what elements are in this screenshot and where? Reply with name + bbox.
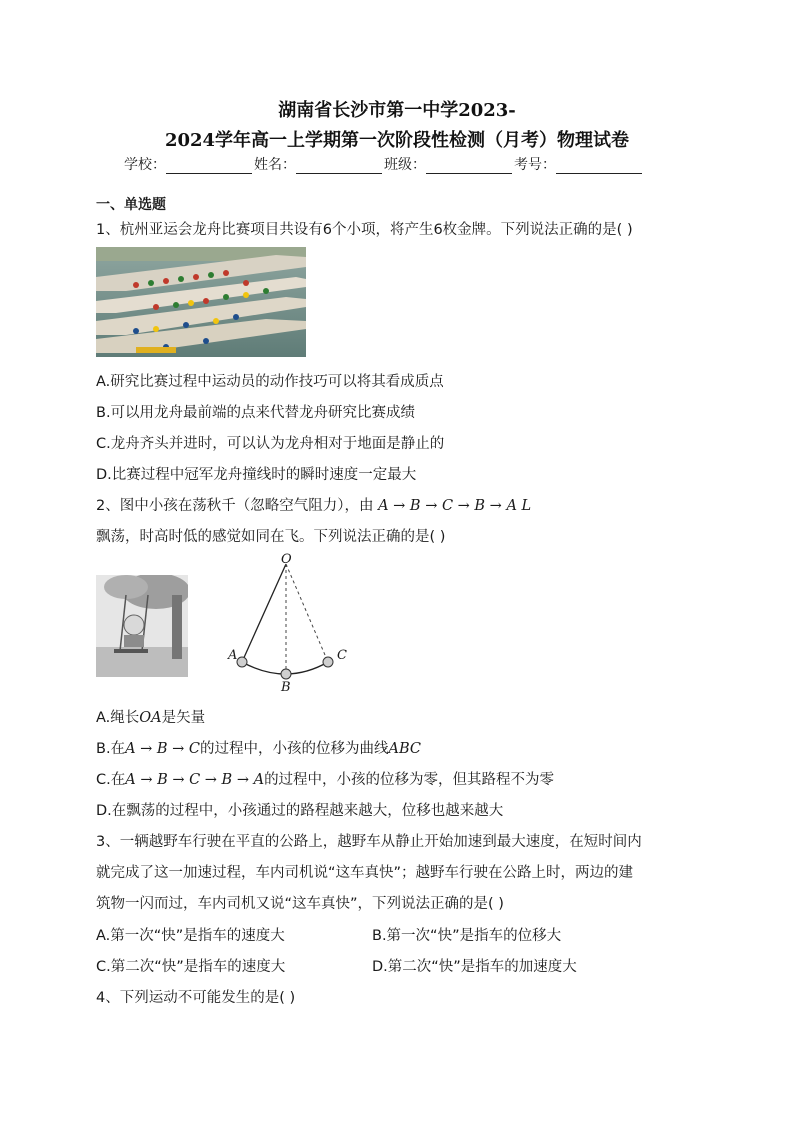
q2-stem-line2: 飘荡，时高时低的感觉如同在飞。下列说法正确的是( ) [96,529,446,545]
label-a: A [228,648,238,663]
q2-a-tail: 是矢量 [161,710,206,726]
child-swing-picture [96,575,188,677]
q2-b-var: ABC [388,741,422,757]
q1-option-b: B.可以用龙舟最前端的点来代替龙舟研究比赛成绩 [96,405,416,421]
q4-stem: 4、下列运动不可能发生的是( ) [96,990,296,1006]
q2-b-mid: 的过程中，小孩的位移为曲线 [200,741,389,757]
q2-c-tail: 的过程中，小孩的位移为零，但其路程不为零 [264,772,555,788]
q1-option-a: A.研究比赛过程中运动员的动作技巧可以将其看成质点 [96,374,444,390]
label-c: C [337,648,347,663]
label-o: O [281,552,292,567]
q2-b-expr: A → B → C [125,741,201,757]
exam-title-line1: 湖南省长沙市第一中学2023- [278,100,516,121]
school-blank[interactable] [166,159,252,174]
q2-path-expr: A → B → C → B → A L [378,498,532,514]
q2-c-text: C.在 [96,772,126,788]
class-label: 班级： [384,157,426,173]
exam-number-label: 考号： [514,157,556,173]
q2-b-text: B.在 [96,741,126,757]
dragon-boat-photo [96,247,306,357]
q2-option-d: D.在飘荡的过程中，小孩通过的路程越来越大，位移也越来越大 [96,803,504,819]
q3-stem-line1: 3、一辆越野车行驶在平直的公路上，越野车从静止开始加速到最大速度，在短时间内 [96,834,642,850]
label-b: B [281,680,291,695]
dragon-boat-image [96,247,306,357]
q2-option-c [96,768,554,789]
q3-stem-line2: 就完成了这一加速过程，车内司机说“这车真快”；越野车行驶在公路上时，两边的建 [96,865,634,881]
q3-stem-line3: 筑物一闪而过，车内司机又说“这车真快”，下列说法正确的是( ) [96,896,504,912]
class-blank[interactable] [426,159,512,174]
pendulum-figure [224,552,364,700]
pendulum-diagram [224,552,364,700]
child-swing-icon [96,575,188,677]
student-info-row [124,154,684,174]
q2-a-var: OA [139,710,162,726]
q3-option-a: A.第一次“快”是指车的速度大 [96,928,285,944]
school-label: 学校： [124,157,166,173]
q1-option-c: C.龙舟齐头并进时，可以认为龙舟相对于地面是静止的 [96,436,445,452]
q3-option-c: C.第二次“快”是指车的速度大 [96,959,286,975]
exam-title-line2: 2024学年高一上学期第一次阶段性检测（月考）物理试卷 [164,130,630,151]
q3-option-d: D.第二次“快”是指车的加速度大 [372,959,577,975]
exam-number-blank[interactable] [556,159,642,174]
section-heading: 一、单选题 [96,197,166,213]
q2-stem-text: 2、图中小孩在荡秋千（忽略空气阻力），由 [96,498,374,514]
q2-stem-line1 [96,494,531,515]
name-label: 姓名： [254,157,296,173]
q2-c-expr: A → B → C → B → A [125,772,265,788]
name-blank[interactable] [296,159,382,174]
q2-option-a [96,706,205,727]
q2-option-b [96,737,421,758]
q2-a-text: A.绳长 [96,710,140,726]
q1-option-d: D.比赛过程中冠军龙舟撞线时的瞬时速度一定最大 [96,467,417,483]
q3-option-b: B.第一次“快”是指车的位移大 [372,928,562,944]
q1-stem: 1、杭州亚运会龙舟比赛项目共设有6个小项，将产生6枚金牌。下列说法正确的是( ) [96,222,633,238]
